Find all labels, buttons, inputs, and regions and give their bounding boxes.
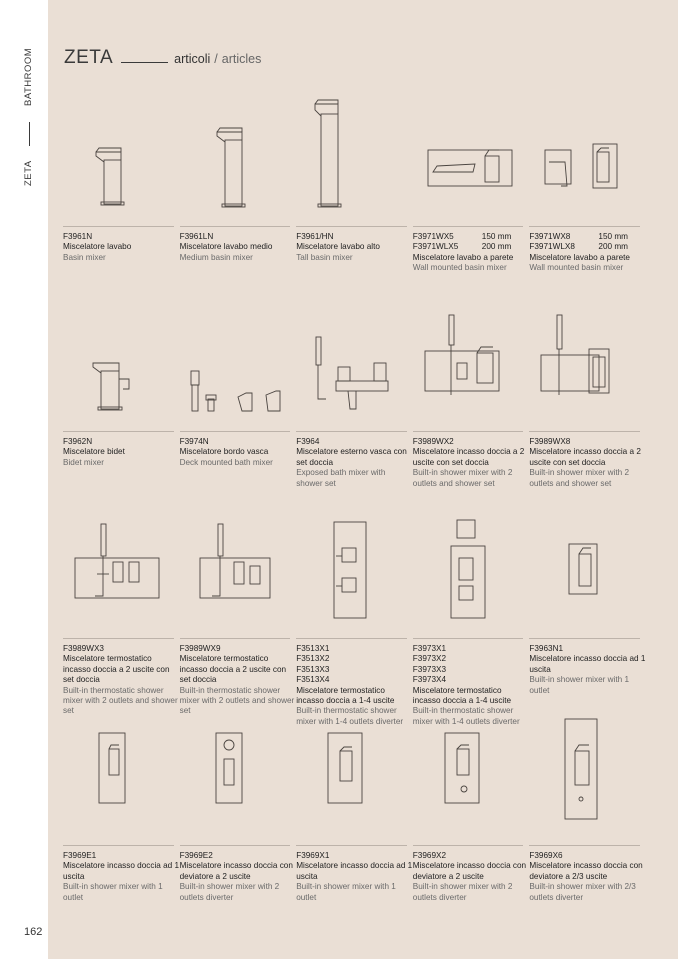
product-description-english: Deck mounted bath mixer: [179, 457, 273, 467]
page-header: [64, 47, 261, 69]
product-illustration: [63, 711, 174, 846]
product-text: [63, 639, 180, 717]
product-illustration: [180, 711, 291, 846]
product-code: F3969X6: [529, 851, 563, 860]
product-description-italian: Miscelatore incasso doccia con deviatore a 2 uscite: [412, 861, 527, 881]
product-code: F3513X2: [296, 654, 330, 664]
product-illustration: [63, 504, 174, 639]
product-illustration: [413, 297, 524, 432]
product-description-italian: Miscelatore incasso doccia con deviatore a 2/3 uscite: [529, 861, 643, 881]
product-code: F3973X2: [412, 654, 447, 664]
section-label: BATHROOM: [23, 47, 34, 106]
product-card: [413, 92, 530, 297]
product-text: [529, 432, 646, 489]
product-description-italian: Miscelatore lavabo: [63, 242, 132, 252]
product-size: 200 mm: [481, 242, 512, 252]
product-card: [529, 92, 646, 297]
medium-basin-mixer-icon: [180, 92, 290, 227]
product-code: F3969E2: [179, 851, 213, 860]
basin-mixer-icon: [63, 92, 173, 227]
product-description-italian: Miscelatore incasso doccia ad 1 uscita: [529, 654, 646, 674]
product-text: [180, 639, 297, 717]
product-code: F3964: [296, 437, 320, 446]
product-illustration: [529, 92, 640, 227]
product-description-english: Basin mixer: [63, 252, 106, 262]
product-description-italian: Miscelatore termostatico incasso doccia a 1-4 uscite: [412, 685, 512, 706]
product-code: F3989WX2: [412, 437, 454, 446]
product-code: F3961LN: [179, 232, 214, 241]
product-code-line: [413, 242, 530, 252]
shower-plate-square-diverter-icon: [413, 711, 523, 846]
product-description-italian: Miscelatore lavabo a parete: [529, 252, 630, 262]
product-code: F3973X3: [412, 664, 447, 674]
product-code: F3971WLX5: [412, 242, 459, 252]
product-description-italian: Miscelatore incasso doccia a 2 uscite con set doccia: [529, 447, 641, 467]
subtitle-english: articles: [221, 52, 262, 66]
product-description-italian: Miscelatore incasso doccia ad 1 uscita: [63, 861, 180, 881]
product-text: [529, 639, 646, 696]
product-illustration: [296, 297, 407, 432]
product-illustration: [63, 92, 174, 227]
product-description-english: Wall mounted basin mixer: [529, 263, 624, 273]
product-description-english: Bidet mixer: [63, 457, 104, 467]
product-illustration: [180, 92, 291, 227]
built-in-shower-set-icon: [413, 297, 523, 432]
product-illustration: [180, 504, 291, 639]
product-text: [296, 846, 413, 903]
product-row: [63, 504, 664, 726]
product-code: F3513X1: [296, 644, 330, 653]
product-illustration: [296, 504, 407, 639]
subtitle-separator: /: [214, 52, 218, 66]
product-description-italian: Miscelatore lavabo medio: [179, 242, 273, 252]
product-text: [413, 432, 530, 489]
product-size: 200 mm: [598, 242, 628, 252]
product-code: F3989WX3: [63, 644, 104, 653]
product-text: [296, 227, 413, 263]
wall-basin-mixer-vertical-icon: [529, 92, 639, 227]
product-illustration: [529, 297, 640, 432]
brand-title: ZETA: [64, 47, 114, 68]
product-description-italian: Miscelatore incasso doccia ad 1 uscita: [296, 861, 413, 881]
product-code: F3971WX8: [529, 232, 571, 241]
product-size: 150 mm: [598, 232, 628, 241]
product-illustration: [180, 297, 291, 432]
product-description-english: Built-in shower mixer with 1 outlet: [529, 675, 630, 695]
subtitle-italian: articoli: [174, 52, 211, 66]
product-text: [180, 432, 297, 468]
product-code: F3961/HN: [296, 232, 334, 241]
product-description-english: Built-in shower mixer with 2 outlets diverter: [179, 882, 280, 902]
product-description-italian: Miscelatore incasso doccia a 2 uscite con set doccia: [412, 447, 525, 467]
product-card: [63, 711, 180, 918]
exposed-bath-mixer-icon: [296, 297, 406, 432]
product-description-english: Built-in shower mixer with 2 outlets diverter: [412, 882, 513, 902]
product-card: [529, 297, 646, 504]
product-card: [296, 711, 413, 918]
product-description-italian: Miscelatore incasso doccia con deviatore a 2 uscite: [179, 861, 293, 881]
catalog-page: [48, 0, 678, 959]
product-code: F3989WX8: [529, 437, 571, 446]
product-text: [413, 227, 530, 274]
product-description-italian: Miscelatore termostatico incasso doccia a 2 uscite con set doccia: [63, 654, 170, 685]
shower-plate-1-outlet-icon: [63, 711, 173, 846]
product-description-english: Built-in shower mixer with 1 outlet: [296, 882, 396, 902]
product-code: F3963N1: [529, 644, 564, 653]
product-description-english: Tall basin mixer: [296, 252, 353, 262]
thermostatic-plate-icon: [296, 504, 406, 639]
product-illustration: [296, 711, 407, 846]
product-card: [63, 297, 180, 504]
shower-plate-diverter-icon: [180, 711, 290, 846]
bidet-mixer-icon: [63, 297, 173, 432]
product-description-english: Built-in shower mixer with 1 outlet: [63, 882, 163, 902]
product-text: [63, 846, 180, 903]
product-code: F3971WX5: [412, 232, 454, 241]
product-text: [63, 227, 180, 263]
sidebar: [0, 0, 48, 959]
product-code: F3969E1: [63, 851, 97, 860]
product-description-italian: Miscelatore termostatico incasso doccia a 1-4 uscite: [296, 685, 395, 706]
product-text: [296, 432, 413, 489]
product-illustration: [413, 504, 524, 639]
product-card: [413, 297, 530, 504]
product-card: [529, 711, 646, 918]
product-row: [63, 711, 664, 918]
product-illustration: [529, 504, 640, 639]
header-rule: [121, 62, 168, 63]
product-description-italian: Miscelatore bordo vasca: [179, 447, 269, 457]
product-description-english: Exposed bath mixer with shower set: [296, 468, 386, 488]
product-description-italian: Miscelatore lavabo alto: [296, 242, 380, 252]
product-card: [63, 504, 180, 716]
product-illustration: [529, 711, 640, 846]
thermostatic-shower-set-alt-icon: [180, 504, 290, 639]
product-description-italian: Miscelatore termostatico incasso doccia a 2 uscite con set doccia: [179, 654, 287, 685]
product-text: [413, 846, 530, 903]
product-card: [413, 711, 530, 918]
product-description-english: Wall mounted basin mixer: [412, 263, 507, 273]
product-card: [63, 92, 180, 297]
shower-plate-square-icon: [296, 711, 406, 846]
product-description-english: Built-in thermostatic shower mixer with 2 outlets and shower set: [179, 685, 295, 716]
product-card: [179, 504, 297, 716]
product-text: [180, 846, 297, 903]
thermostatic-shower-set-icon: [63, 504, 173, 639]
product-code: F3974N: [179, 437, 209, 446]
shower-plate-tall-icon: [529, 711, 639, 846]
wall-basin-mixer-icon: [413, 92, 523, 227]
product-code: F3973X4: [412, 675, 447, 685]
product-description-english: Built-in thermostatic shower mixer with 1-4 outlets diverter: [412, 706, 520, 726]
product-description-english: Built-in thermostatic shower mixer with 2 outlets and shower set: [63, 685, 178, 716]
product-card: [180, 92, 297, 297]
shower-mixer-1-outlet-icon: [529, 504, 639, 639]
product-description-english: Built-in shower mixer with 2 outlets and shower set: [529, 468, 630, 488]
product-code-line: [529, 242, 646, 252]
product-code: F3969X1: [296, 851, 330, 860]
product-card: [412, 504, 530, 726]
product-text: [529, 846, 646, 903]
product-text: [180, 227, 297, 263]
product-row: [63, 297, 664, 504]
deck-bath-mixer-icon: [180, 297, 290, 432]
product-grid: [63, 92, 664, 918]
product-code: F3961N: [63, 232, 93, 241]
tall-basin-mixer-icon: [296, 92, 406, 227]
product-card: [180, 297, 297, 504]
product-description-italian: Miscelatore lavabo a parete: [412, 252, 514, 262]
product-description-english: Built-in shower mixer with 2/3 outlets diverter: [529, 882, 636, 902]
product-code: F3969X2: [412, 851, 447, 860]
product-description-english: Built-in shower mixer with 2 outlets and shower set: [412, 468, 513, 488]
product-illustration: [413, 92, 524, 227]
built-in-shower-set-vertical-icon: [529, 297, 639, 432]
product-illustration: [63, 297, 174, 432]
product-code-line: [529, 232, 646, 242]
product-code: F3513X4: [296, 675, 330, 685]
product-description-italian: Miscelatore esterno vasca con set doccia: [296, 447, 407, 467]
sidebar-divider: [29, 122, 30, 146]
product-card: [296, 297, 413, 504]
product-text: [63, 432, 180, 468]
product-code: F3989WX9: [179, 644, 221, 653]
product-text: [529, 227, 646, 274]
thermostatic-square-icon: [413, 504, 523, 639]
product-card: [529, 504, 646, 711]
page-number: 162: [24, 926, 43, 938]
collection-label: ZETA: [23, 160, 34, 186]
product-code: F3973X1: [412, 644, 447, 653]
product-card: [296, 504, 413, 726]
product-card: [296, 92, 413, 297]
product-card: [180, 711, 297, 918]
product-row: [63, 92, 664, 297]
product-code-line: [413, 232, 530, 242]
product-illustration: [413, 711, 524, 846]
product-code: F3971WLX8: [529, 242, 575, 252]
product-description-italian: Miscelatore bidet: [63, 447, 125, 457]
product-description-english: Built-in thermostatic shower mixer with 1-4 outlets diverter: [296, 706, 404, 726]
product-code: F3513X3: [296, 664, 330, 674]
product-code: F3962N: [63, 437, 93, 446]
product-size: 150 mm: [481, 232, 512, 241]
product-illustration: [296, 92, 407, 227]
product-description-english: Medium basin mixer: [179, 252, 253, 262]
